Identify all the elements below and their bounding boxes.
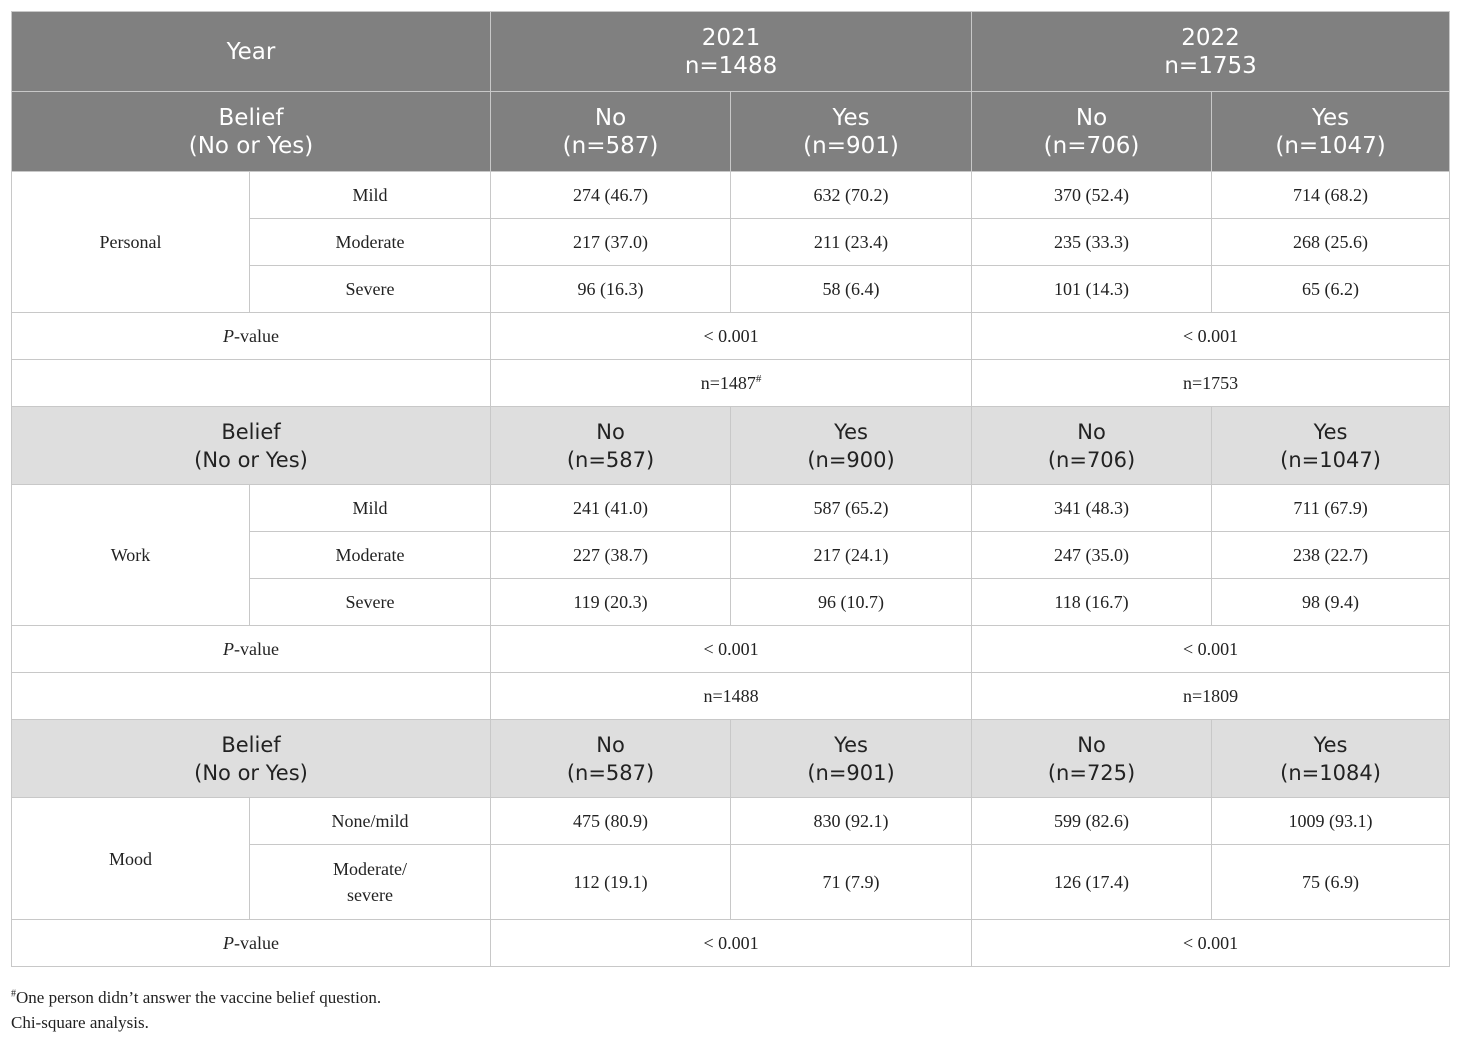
- pvalue-rest: -value: [234, 326, 279, 346]
- col-label: No: [596, 732, 625, 757]
- col-n: (n=901): [803, 132, 899, 159]
- pvalue-cell: < 0.001: [491, 626, 972, 673]
- pvalue-cell: < 0.001: [491, 313, 972, 360]
- year-header-row: [12, 12, 1450, 92]
- year-2022: 2022: [1181, 24, 1240, 51]
- col-n: (n=725): [1047, 760, 1136, 785]
- n-cell: n=1809: [972, 673, 1450, 720]
- col-header: [491, 92, 731, 172]
- value-cell: 126 (17.4): [972, 845, 1212, 920]
- col-n: (n=706): [1047, 447, 1136, 472]
- value-cell: 268 (25.6): [1212, 219, 1450, 266]
- col-label: Yes: [834, 732, 868, 757]
- personal-belief-header-row: [12, 92, 1450, 172]
- col-n: (n=900): [807, 447, 895, 472]
- col-header: [1212, 407, 1450, 485]
- work-belief-header-row: [12, 407, 1450, 485]
- pvalue-label: [12, 920, 491, 967]
- col-header: [731, 720, 972, 798]
- belief-label: Belief: [221, 419, 281, 444]
- table-row: [12, 798, 1450, 845]
- mood-belief-header-row: [12, 720, 1450, 798]
- category-personal: Personal: [12, 172, 250, 313]
- belief-label-cell: [12, 407, 491, 485]
- value-cell: 71 (7.9): [731, 845, 972, 920]
- value-cell: 475 (80.9): [491, 798, 731, 845]
- col-n: (n=587): [566, 447, 655, 472]
- pvalue-cell: < 0.001: [972, 313, 1450, 360]
- col-header: [491, 720, 731, 798]
- col-header: [491, 407, 731, 485]
- value-cell: 119 (20.3): [491, 579, 731, 626]
- n-cell: [491, 360, 972, 407]
- value-cell: 370 (52.4): [972, 172, 1212, 219]
- value-cell: 238 (22.7): [1212, 532, 1450, 579]
- col-label: No: [1075, 104, 1108, 131]
- value-cell: 241 (41.0): [491, 485, 731, 532]
- value-cell: 211 (23.4): [731, 219, 972, 266]
- year-2021-cell: [491, 12, 972, 92]
- table-row: [12, 485, 1450, 532]
- category-work: Work: [12, 485, 250, 626]
- belief-label: Belief: [221, 732, 281, 757]
- col-label: Yes: [1313, 419, 1348, 444]
- pvalue-label: [12, 626, 491, 673]
- footnote-marker: #: [11, 988, 16, 1000]
- col-n: (n=706): [1043, 132, 1140, 159]
- value-cell: 274 (46.7): [491, 172, 731, 219]
- n-row: [12, 673, 1450, 720]
- level-line: severe: [347, 885, 393, 905]
- n-row: [12, 360, 1450, 407]
- belief-label-cell: [12, 720, 491, 798]
- n-cell: n=1488: [491, 673, 972, 720]
- footnote-text: One person didn’t answer the vaccine belief question.: [16, 988, 382, 1007]
- col-label: No: [594, 104, 627, 131]
- pvalue-p: P: [223, 639, 235, 659]
- value-cell: 830 (92.1): [731, 798, 972, 845]
- col-label: No: [1077, 732, 1106, 757]
- col-header: [972, 407, 1212, 485]
- col-header: [1212, 92, 1450, 172]
- pvalue-row: [12, 313, 1450, 360]
- value-cell: 217 (37.0): [491, 219, 731, 266]
- pvalue-row: [12, 626, 1450, 673]
- empty-cell: [12, 673, 491, 720]
- category-mood: Mood: [12, 798, 250, 920]
- value-cell: 227 (38.7): [491, 532, 731, 579]
- level-line: Moderate/: [333, 859, 407, 879]
- results-table: [11, 11, 1450, 967]
- empty-cell: [12, 360, 491, 407]
- level-cell: [250, 845, 491, 920]
- belief-label-cell: [12, 92, 491, 172]
- col-label: Yes: [832, 104, 870, 131]
- n-cell: n=1753: [972, 360, 1450, 407]
- value-cell: 58 (6.4): [731, 266, 972, 313]
- pvalue-cell: < 0.001: [972, 920, 1450, 967]
- footnote-marker: #: [755, 373, 762, 385]
- belief-sublabel: (No or Yes): [194, 760, 308, 785]
- level-cell: Mild: [250, 172, 491, 219]
- pvalue-label: [12, 313, 491, 360]
- pvalue-cell: < 0.001: [491, 920, 972, 967]
- col-n: (n=901): [807, 760, 895, 785]
- pvalue-row: [12, 920, 1450, 967]
- value-cell: 217 (24.1): [731, 532, 972, 579]
- value-cell: 118 (16.7): [972, 579, 1212, 626]
- value-cell: 247 (35.0): [972, 532, 1212, 579]
- n-value: n=1487: [700, 373, 756, 393]
- col-label: Yes: [1311, 104, 1350, 131]
- year-2021: 2021: [701, 24, 761, 51]
- year-2021-n: n=1488: [684, 52, 778, 79]
- value-cell: 711 (67.9): [1212, 485, 1450, 532]
- level-cell: Severe: [250, 579, 491, 626]
- col-label: No: [596, 419, 625, 444]
- footnotes: [11, 985, 381, 1035]
- value-cell: 235 (33.3): [972, 219, 1212, 266]
- value-cell: 98 (9.4): [1212, 579, 1450, 626]
- pvalue-p: P: [223, 326, 235, 346]
- belief-sublabel: (No or Yes): [188, 132, 314, 159]
- col-label: Yes: [834, 419, 868, 444]
- col-n: (n=1047): [1280, 447, 1381, 472]
- value-cell: 65 (6.2): [1212, 266, 1450, 313]
- col-header: [731, 407, 972, 485]
- belief-sublabel: (No or Yes): [194, 447, 308, 472]
- value-cell: 714 (68.2): [1212, 172, 1450, 219]
- col-n: (n=587): [566, 760, 655, 785]
- level-cell: None/mild: [250, 798, 491, 845]
- col-n: (n=1047): [1275, 132, 1386, 159]
- table-row: [12, 172, 1450, 219]
- value-cell: 75 (6.9): [1212, 845, 1450, 920]
- col-n: (n=1084): [1280, 760, 1381, 785]
- col-header: [731, 92, 972, 172]
- level-cell: Mild: [250, 485, 491, 532]
- level-cell: Moderate: [250, 532, 491, 579]
- footnote-1: [11, 985, 381, 1010]
- value-cell: 112 (19.1): [491, 845, 731, 920]
- pvalue-rest: -value: [234, 639, 279, 659]
- col-header: [972, 92, 1212, 172]
- value-cell: 599 (82.6): [972, 798, 1212, 845]
- value-cell: 632 (70.2): [731, 172, 972, 219]
- value-cell: 101 (14.3): [972, 266, 1212, 313]
- belief-label: Belief: [218, 104, 284, 131]
- year-2022-n: n=1753: [1164, 52, 1257, 79]
- year-2022-cell: [972, 12, 1450, 92]
- value-cell: 96 (16.3): [491, 266, 731, 313]
- value-cell: 96 (10.7): [731, 579, 972, 626]
- pvalue-p: P: [223, 933, 235, 953]
- value-cell: 587 (65.2): [731, 485, 972, 532]
- year-label: Year: [226, 38, 276, 65]
- col-n: (n=587): [562, 132, 659, 159]
- pvalue-cell: < 0.001: [972, 626, 1450, 673]
- pvalue-rest: -value: [234, 933, 279, 953]
- value-cell: 1009 (93.1): [1212, 798, 1450, 845]
- value-cell: 341 (48.3): [972, 485, 1212, 532]
- col-label: Yes: [1313, 732, 1348, 757]
- col-label: No: [1077, 419, 1106, 444]
- col-header: [972, 720, 1212, 798]
- year-label-cell: [12, 12, 491, 92]
- level-cell: Moderate: [250, 219, 491, 266]
- level-cell: Severe: [250, 266, 491, 313]
- footnote-2: Chi-square analysis.: [11, 1013, 149, 1032]
- col-header: [1212, 720, 1450, 798]
